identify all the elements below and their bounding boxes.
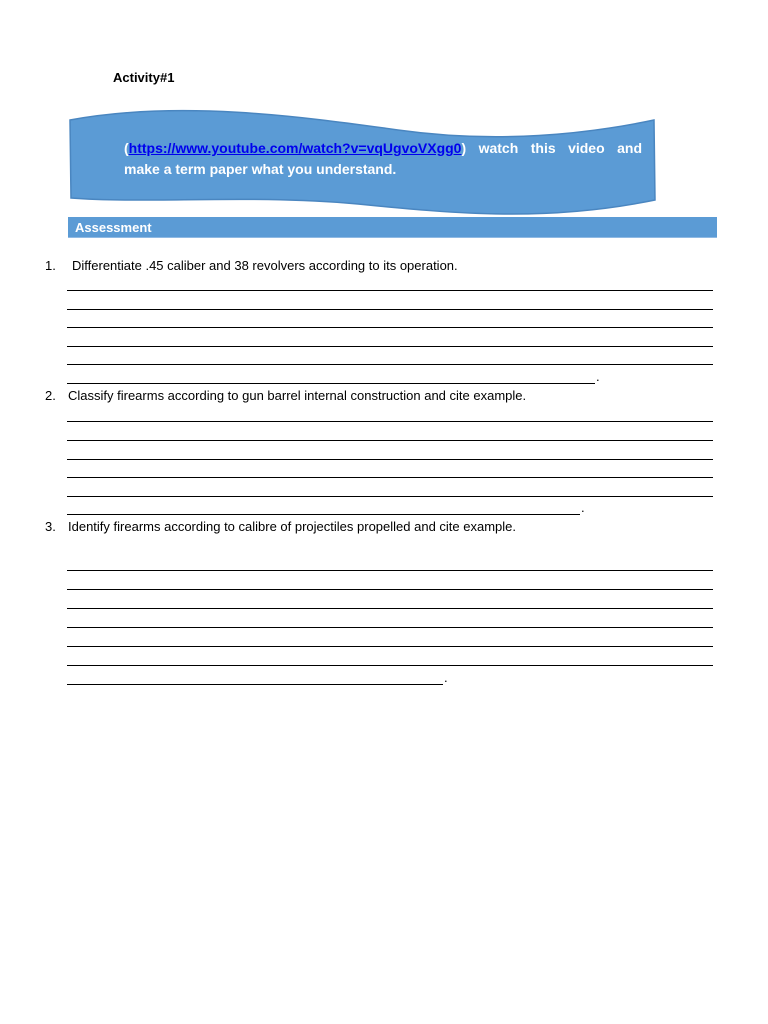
- end-period: .: [444, 670, 448, 685]
- end-period: .: [596, 369, 600, 384]
- assessment-header: Assessment: [68, 217, 717, 238]
- question-number: 3.: [45, 519, 56, 534]
- answer-line[interactable]: [67, 290, 713, 291]
- question-text: Identify firearms according to calibre of projectiles propelled and cite example.: [68, 519, 517, 534]
- question-number: 2.: [45, 388, 56, 403]
- answer-line[interactable]: [67, 570, 713, 571]
- answer-line[interactable]: [67, 514, 580, 515]
- answer-line[interactable]: [67, 421, 713, 422]
- answer-line[interactable]: [67, 665, 713, 666]
- answer-line[interactable]: [67, 477, 713, 478]
- answer-line[interactable]: [67, 646, 713, 647]
- answer-line[interactable]: [67, 364, 713, 365]
- instruction-banner: [68, 108, 658, 216]
- answer-line[interactable]: [67, 459, 713, 460]
- answer-line[interactable]: [67, 608, 713, 609]
- answer-line[interactable]: [67, 684, 443, 685]
- answer-line[interactable]: [67, 440, 713, 441]
- answer-line[interactable]: [67, 383, 595, 384]
- end-period: .: [581, 500, 585, 515]
- answer-line[interactable]: [67, 496, 713, 497]
- answer-line[interactable]: [67, 627, 713, 628]
- open-paren: (: [124, 140, 129, 156]
- answer-line[interactable]: [67, 589, 713, 590]
- banner-instruction: ) watch this video and make a term paper what you understand.: [124, 140, 642, 177]
- video-link[interactable]: https://www.youtube.com/watch?v=vqUgvoVXgg0: [128, 140, 462, 156]
- question-text: Differentiate .45 caliber and 38 revolvers according to its operation.: [72, 258, 458, 273]
- banner-text: [124, 138, 642, 180]
- answer-line[interactable]: [67, 327, 713, 328]
- answer-line[interactable]: [67, 346, 713, 347]
- answer-line[interactable]: [67, 309, 713, 310]
- activity-title: Activity#1: [113, 70, 175, 85]
- question-number: 1.: [45, 258, 56, 273]
- question-text: Classify firearms according to gun barrel internal construction and cite example.: [68, 388, 527, 403]
